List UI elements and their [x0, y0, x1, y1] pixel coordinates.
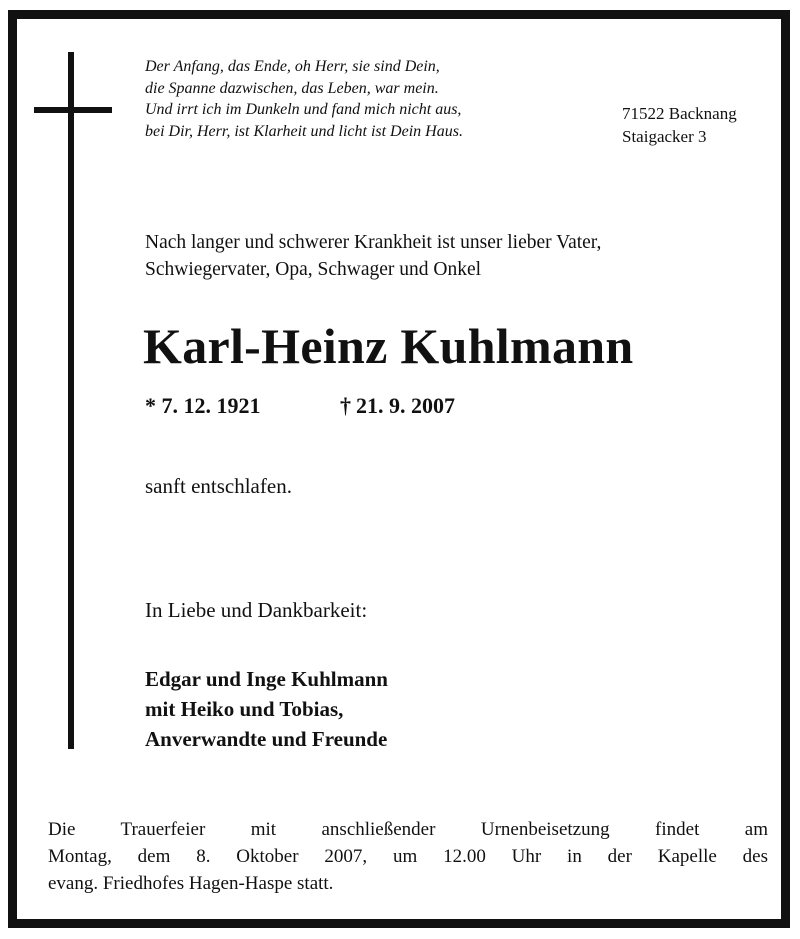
- birth-date-value: 7. 12. 1921: [161, 393, 261, 418]
- poem: [145, 56, 605, 142]
- funeral-notice: [48, 816, 768, 897]
- poem-line: Und irrt ich im Dunkeln und fand mich nicht aus,: [145, 101, 462, 118]
- address-city: 71522 Backnang: [622, 104, 737, 123]
- dagger-icon: †: [340, 393, 351, 418]
- cross-icon-bar: [34, 107, 112, 113]
- birth-date: [145, 392, 261, 420]
- birth-symbol: *: [145, 393, 156, 418]
- mourner-line: Edgar und Inge Kuhlmann: [145, 667, 388, 691]
- intro-line: Schwiegervater, Opa, Schwager und Onkel: [145, 259, 482, 280]
- mourner-line: mit Heiko und Tobias,: [145, 697, 344, 721]
- address: [622, 102, 782, 148]
- mourners-list: [145, 664, 645, 754]
- death-date: [340, 392, 455, 420]
- passed-text: sanft entschlafen.: [145, 474, 292, 498]
- funeral-notice-line: Montag, dem 8. Oktober 2007, um 12.00 Uhr in der Kapelle des: [48, 846, 768, 867]
- funeral-notice-line: Die Trauerfeier mit anschließender Urnenbeisetzung findet am: [48, 819, 768, 840]
- address-street: Staigacker 3: [622, 127, 707, 146]
- intro-text: [145, 229, 765, 283]
- mourner-line: Anverwandte und Freunde: [145, 727, 388, 751]
- deceased-name: Karl-Heinz Kuhlmann: [143, 318, 634, 374]
- funeral-notice-line: evang. Friedhofes Hagen-Haspe statt.: [48, 873, 334, 894]
- cross-icon: [68, 52, 74, 749]
- intro-line: Nach langer und schwerer Krankheit ist unser lieber Vater,: [145, 232, 602, 253]
- gratitude-line: In Liebe und Dankbarkeit:: [145, 598, 368, 622]
- poem-line: bei Dir, Herr, ist Klarheit und licht ist Dein Haus.: [145, 122, 463, 140]
- death-date-value: 21. 9. 2007: [356, 393, 455, 418]
- poem-line: Der Anfang, das Ende, oh Herr, sie sind Dein,: [145, 58, 440, 75]
- poem-line: die Spanne dazwischen, das Leben, war mein.: [145, 79, 439, 97]
